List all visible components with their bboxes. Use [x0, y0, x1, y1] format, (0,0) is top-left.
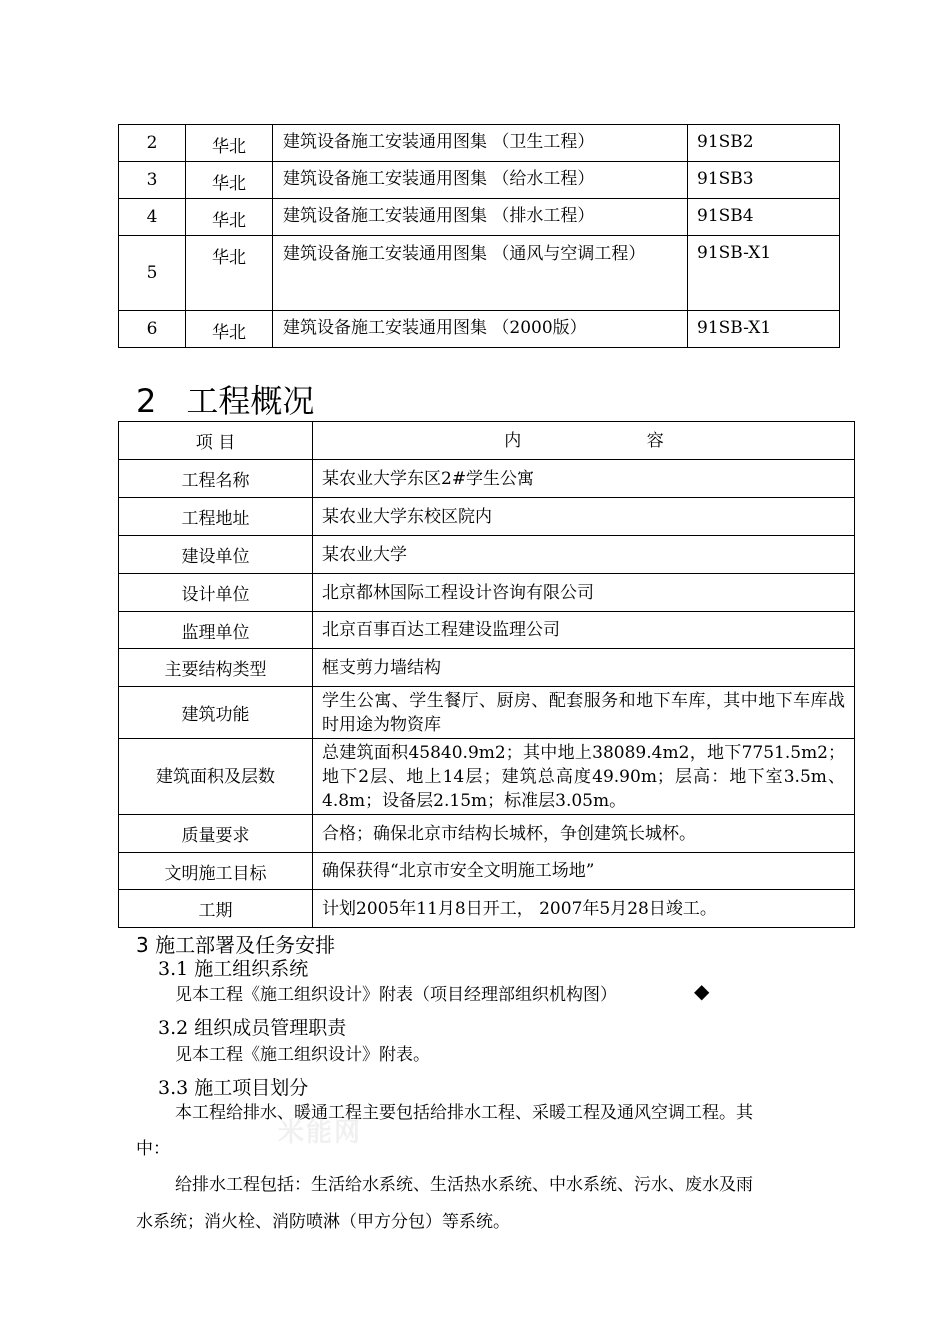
row-value: 确保获得“北京市安全文明施工场地” [313, 853, 855, 890]
row-key: 建筑功能 [119, 687, 313, 739]
row-number: 2 [119, 125, 186, 162]
row-value: 某农业大学东区2#学生公寓 [313, 460, 855, 498]
table-row [119, 460, 855, 498]
row-value: 计划2005年11月8日开工， 2007年5月28日竣工。 [313, 890, 855, 928]
row-title: 建筑设备施工安装通用图集 （卫生工程） [273, 125, 688, 162]
table-row [119, 612, 855, 649]
section-3-3-para1-line1: 本工程给排水、暖通工程主要包括给排水工程、采暖工程及通风空调工程。其 [175, 1103, 753, 1123]
row-key: 主要结构类型 [119, 649, 313, 687]
table-row [119, 498, 855, 536]
section-title: 工程概况 [186, 382, 315, 420]
row-code: 91SB-X1 [688, 311, 840, 348]
table-row [119, 890, 855, 928]
header-value: 内 容 [313, 422, 855, 460]
row-region: 华北 [186, 162, 273, 199]
section-3-2-text: 见本工程《施工组织设计》附表。 [175, 1045, 430, 1065]
row-key: 质量要求 [119, 815, 313, 853]
row-key: 建筑面积及层数 [119, 739, 313, 815]
section-3-1-text: 见本工程《施工组织设计》附表（项目经理部组织机构图） [175, 985, 617, 1005]
row-number: 4 [119, 199, 186, 236]
table-row [119, 162, 840, 199]
row-value: 框支剪力墙结构 [313, 649, 855, 687]
table-row [119, 236, 840, 311]
table-row [119, 853, 855, 890]
row-region: 华北 [186, 199, 273, 236]
section-3-3-para2-line2: 水系统；消火栓、消防喷淋（甲方分包）等系统。 [136, 1212, 510, 1232]
standards-table [118, 124, 840, 348]
row-title: 建筑设备施工安装通用图集 （通风与空调工程） [273, 236, 688, 311]
section-3-3-para2-line1: 给排水工程包括：生活给水系统、生活热水系统、中水系统、污水、废水及雨 [175, 1175, 753, 1195]
row-number: 3 [119, 162, 186, 199]
header-key: 项 目 [119, 422, 313, 460]
section-3-3-para1-line2: 中： [136, 1139, 170, 1159]
row-value: 学生公寓、学生餐厅、厨房、配套服务和地下车库，其中地下车库战时用途为物资库 [313, 687, 855, 739]
row-value: 某农业大学东校区院内 [313, 498, 855, 536]
row-value: 北京百事百达工程建设监理公司 [313, 612, 855, 649]
row-value: 北京都林国际工程设计咨询有限公司 [313, 574, 855, 612]
table-header-row [119, 422, 855, 460]
row-title: 建筑设备施工安装通用图集 （给水工程） [273, 162, 688, 199]
table-row [119, 649, 855, 687]
row-region: 华北 [186, 236, 273, 311]
row-code: 91SB4 [688, 199, 840, 236]
section-3-1-heading: 3.1 施工组织系统 [158, 958, 309, 980]
row-value: 总建筑面积45840.9m2；其中地上38089.4m2，地下7751.5m2；地下2层、地上14层；建筑总高度49.90m；层高：地下室3.5m、4.8m；设备层2.15m；标准层3.05m。 [313, 739, 855, 815]
table-row [119, 739, 855, 815]
row-title: 建筑设备施工安装通用图集 （2000版） [273, 311, 688, 348]
section-3-3-heading: 3.3 施工项目划分 [158, 1077, 309, 1099]
row-code: 91SB-X1 [688, 236, 840, 311]
diamond-marker-icon: ◆ [694, 979, 710, 1003]
table-row [119, 536, 855, 574]
table-row [119, 815, 855, 853]
row-key: 文明施工目标 [119, 853, 313, 890]
section-3-2-heading: 3.2 组织成员管理职责 [158, 1017, 347, 1039]
table-row [119, 687, 855, 739]
row-code: 91SB2 [688, 125, 840, 162]
row-region: 华北 [186, 125, 273, 162]
row-number: 6 [119, 311, 186, 348]
section-3-heading: 3 施工部署及任务安排 [136, 933, 336, 957]
table-row [119, 125, 840, 162]
section-2-heading [136, 376, 314, 422]
overview-table [118, 421, 855, 928]
row-title: 建筑设备施工安装通用图集 （排水工程） [273, 199, 688, 236]
table-row [119, 574, 855, 612]
row-value: 某农业大学 [313, 536, 855, 574]
row-region: 华北 [186, 311, 273, 348]
row-key: 工程地址 [119, 498, 313, 536]
row-key: 设计单位 [119, 574, 313, 612]
row-key: 工程名称 [119, 460, 313, 498]
row-key: 监理单位 [119, 612, 313, 649]
row-key: 工期 [119, 890, 313, 928]
row-key: 建设单位 [119, 536, 313, 574]
section-number: 2 [136, 382, 157, 420]
watermark: 米能网 [278, 1118, 363, 1148]
row-value: 合格；确保北京市结构长城杯，争创建筑长城杯。 [313, 815, 855, 853]
table-row [119, 199, 840, 236]
row-code: 91SB3 [688, 162, 840, 199]
table-row [119, 311, 840, 348]
row-number: 5 [119, 236, 186, 311]
